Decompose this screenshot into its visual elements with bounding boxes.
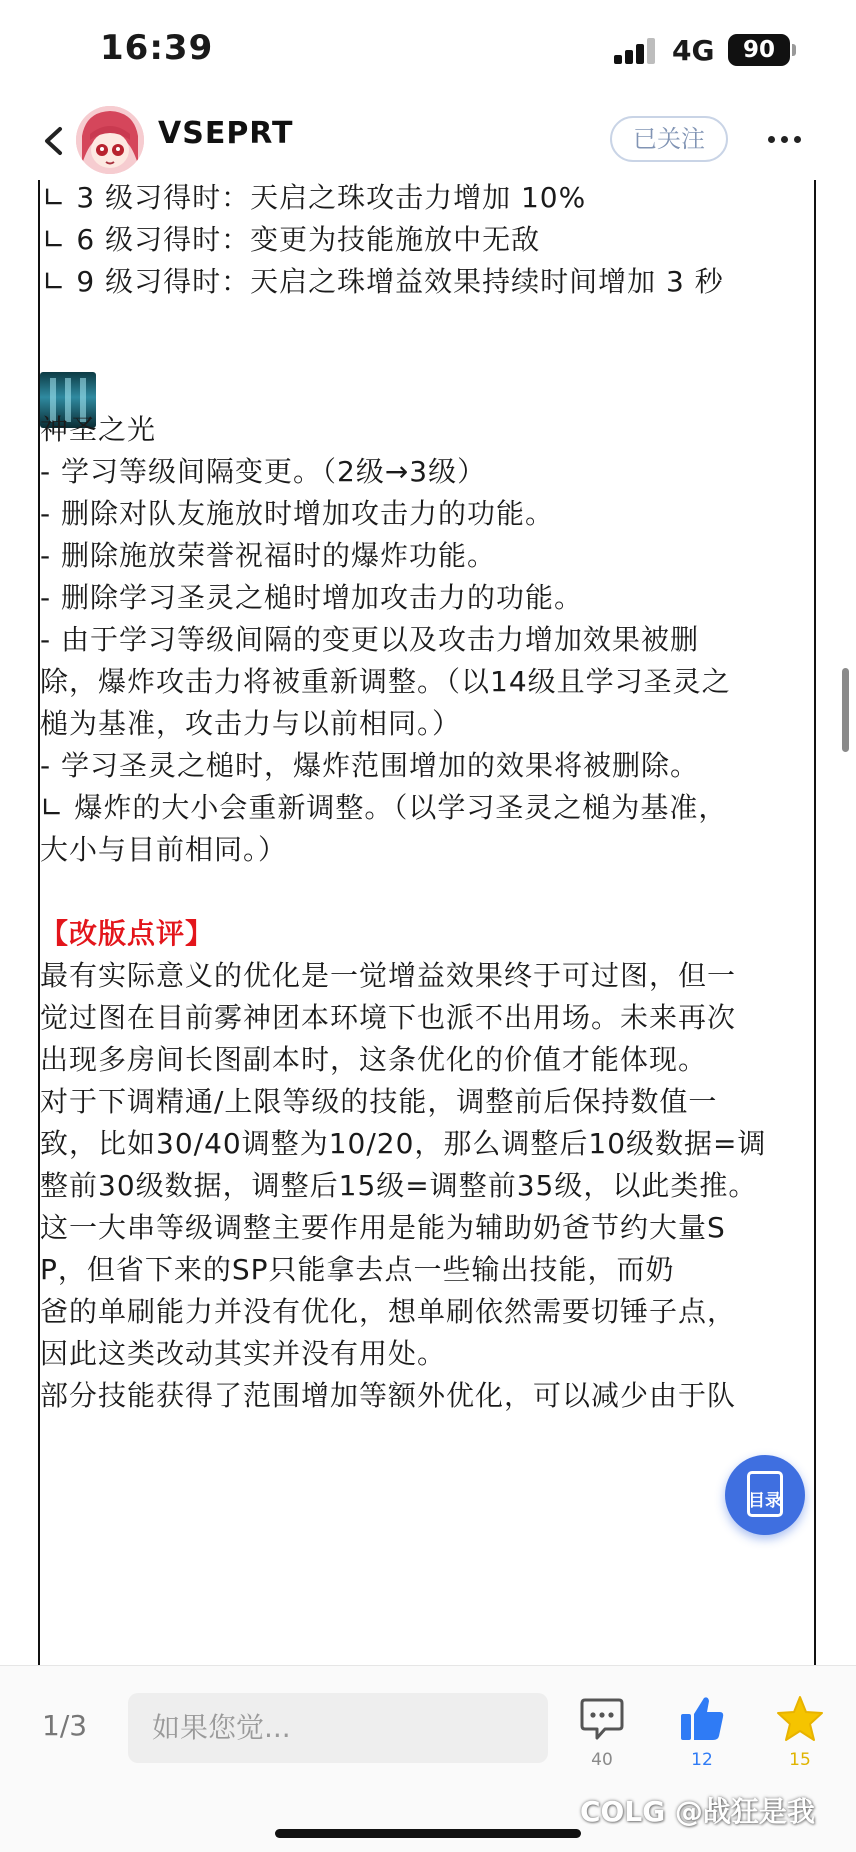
comment-count: 40 — [591, 1750, 613, 1770]
level-line: ∟ 6 级习得时：变更为技能施放中无敌 — [42, 223, 541, 256]
review-line: 出现多房间长图副本时，这条优化的价值才能体现。 — [40, 1043, 708, 1076]
review-line: 整前30级数据，调整后15级=调整前35级，以此类推。 — [40, 1169, 758, 1202]
review-line: 致，比如30/40调整为10/20，那么调整后10级数据=调 — [40, 1127, 767, 1160]
level-line: ∟ 3 级习得时：天启之珠攻击力增加 10% — [42, 181, 587, 214]
more-options-icon[interactable] — [768, 136, 804, 144]
battery-tip — [792, 44, 796, 56]
author-name[interactable]: VSEPRT — [158, 116, 294, 151]
battery-icon: 90 — [728, 34, 790, 66]
skill-line: 除，爆炸攻击力将被重新调整。（以14级且学习圣灵之 — [40, 665, 731, 698]
review-line: P，但省下来的SP只能拿去点一些输出技能，而奶 — [40, 1253, 675, 1286]
status-bar — [0, 0, 856, 100]
review-line: 部分技能获得了范围增加等额外优化，可以减少由于队 — [40, 1379, 737, 1412]
review-line: 这一大串等级调整主要作用是能为辅助奶爸节约大量S — [40, 1211, 726, 1244]
review-line: 爸的单刷能力并没有优化，想单刷依然需要切锤子点， — [40, 1295, 737, 1328]
skill-line: 槌为基准，攻击力与以前相同。） — [40, 707, 462, 740]
star-icon — [775, 1694, 825, 1744]
back-icon[interactable] — [42, 126, 66, 156]
content-border-right — [814, 180, 816, 1665]
like-count: 12 — [691, 1750, 713, 1770]
skill-line: 大小与目前相同。） — [40, 833, 288, 866]
like-button[interactable] — [672, 1690, 732, 1770]
follow-button[interactable]: 已关注 — [610, 116, 728, 162]
status-time: 16:39 — [100, 28, 214, 68]
skill-title: 神圣之光 — [40, 413, 157, 446]
skill-line: ∟ 爆炸的大小会重新调整。（以学习圣灵之槌为基准， — [40, 791, 728, 824]
network-type: 4G — [672, 34, 715, 67]
favorite-button[interactable] — [770, 1690, 830, 1770]
comment-icon — [579, 1696, 625, 1744]
watermark: COLG @战狂是我 — [580, 1795, 815, 1828]
skill-line: - 学习圣灵之槌时，爆炸范围增加的效果将被删除。 — [40, 749, 700, 782]
bottom-action-bar — [0, 1665, 856, 1852]
page-indicator[interactable]: 1/3 — [42, 1709, 88, 1742]
avatar[interactable] — [76, 106, 144, 174]
skill-line: - 删除对队友施放时增加攻击力的功能。 — [40, 497, 555, 530]
post-header — [0, 100, 856, 180]
table-of-contents-button[interactable] — [725, 1455, 805, 1535]
skill-line: - 删除学习圣灵之槌时增加攻击力的功能。 — [40, 581, 584, 614]
review-line: 对于下调精通/上限等级的技能，调整前后保持数值一 — [40, 1085, 718, 1118]
review-line: 因此这类改动其实并没有用处。 — [40, 1337, 447, 1370]
skill-line: - 由于学习等级间隔的变更以及攻击力增加效果被删 — [40, 623, 700, 656]
scrollbar[interactable] — [842, 668, 849, 752]
toc-label: 目录 — [748, 1491, 782, 1511]
home-indicator[interactable] — [275, 1829, 581, 1838]
cellular-signal-icon — [614, 38, 658, 64]
review-line: 觉过图在目前雾神团本环境下也派不出用场。未来再次 — [40, 1001, 737, 1034]
comment-input[interactable]: 如果您觉... — [128, 1693, 548, 1763]
review-line: 最有实际意义的优化是一觉增益效果终于可过图，但一 — [40, 959, 737, 992]
skill-line: - 删除施放荣誉祝福时的爆炸功能。 — [40, 539, 497, 572]
level-line: ∟ 9 级习得时：天启之珠增益效果持续时间增加 3 秒 — [42, 265, 724, 298]
post-content — [0, 180, 856, 1665]
comment-button[interactable] — [572, 1690, 632, 1770]
review-heading: 【改版点评】 — [40, 917, 215, 950]
skill-line: - 学习等级间隔变更。（2级→3级） — [40, 455, 487, 488]
star-count: 15 — [789, 1750, 811, 1770]
like-icon — [678, 1694, 726, 1744]
